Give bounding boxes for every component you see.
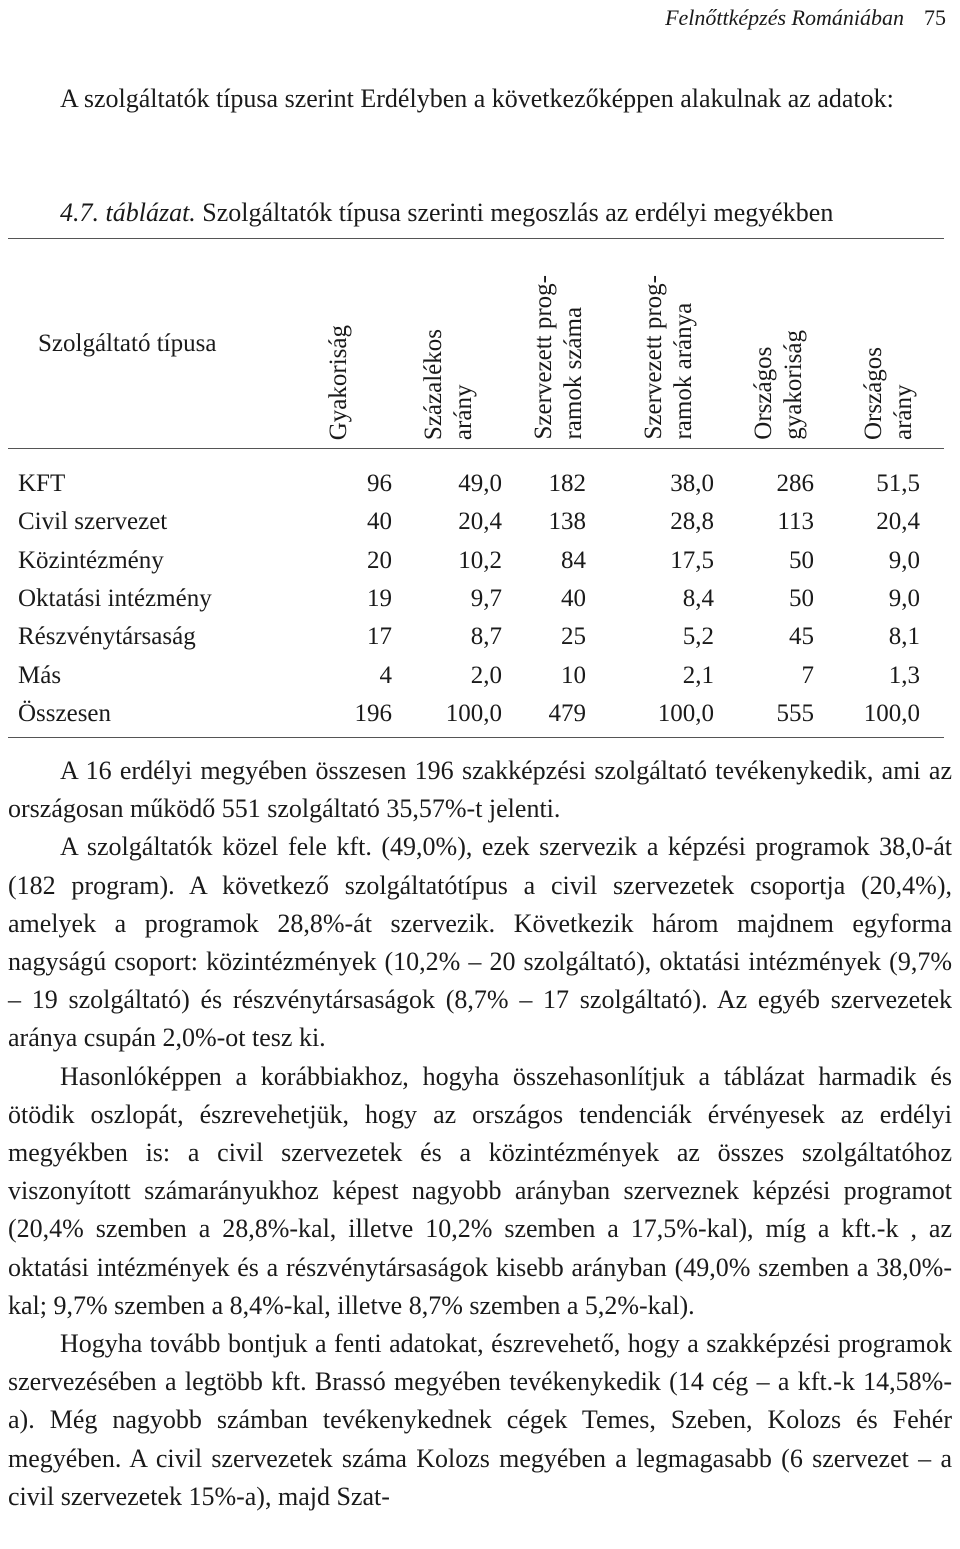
- intro-paragraph: [8, 80, 952, 118]
- cell-national-ratio: 9,0: [888, 585, 920, 613]
- row-label: Közintézmény: [18, 546, 164, 574]
- cell-programs-count: 25: [561, 623, 586, 651]
- table-row: [8, 449, 944, 504]
- table-caption-text: Szolgáltatók típusa szerinti megoszlás az erdélyi megyékben: [202, 198, 834, 227]
- row-label: Más: [18, 661, 62, 689]
- cell-programs-count: 10: [561, 661, 586, 689]
- table-row: [8, 542, 944, 580]
- cell-national-ratio: 51,5: [876, 470, 920, 498]
- header-programs-ratio: Szervezett prog- ramok aránya: [614, 239, 724, 449]
- page-number: 75: [924, 5, 946, 30]
- header-percentage: Százalékos arány: [394, 239, 504, 449]
- table-row: [8, 618, 944, 656]
- cell-frequency: 96: [367, 470, 392, 498]
- data-table: [8, 238, 944, 738]
- paragraph: Hogyha tovább bontjuk a fenti adatokat, észrevehető, hogy a szakképzési programok szervezésében a legtöbb kft. Brassó megyében tevékenykedik (14 cég – a kft.-k 14,58%-a). Még nagyobb számban tevékenykednek cégek Temes, Szeben, Kolozs és Fehér megyében. A civil szervezetek száma Kolozs megyében a legmagasabb (6 szervezet – a civil szervezetek 15%-a), majd Szat-: [8, 1329, 952, 1511]
- header-frequency: Gyakoriság: [284, 239, 394, 449]
- cell-programs-ratio: 28,8: [670, 508, 714, 536]
- cell-national-ratio: 20,4: [876, 508, 920, 536]
- table-row-total: [8, 695, 944, 738]
- cell-national-ratio: 100,0: [834, 695, 944, 738]
- cell-national-frequency: 50: [789, 585, 814, 613]
- cell-percentage: 9,7: [470, 585, 502, 613]
- cell-frequency: 20: [367, 546, 392, 574]
- cell-programs-ratio: 17,5: [670, 546, 714, 574]
- cell-national-frequency: 113: [777, 508, 814, 536]
- row-label: Részvénytársaság: [18, 623, 196, 651]
- data-table-container: [8, 238, 944, 738]
- header-national-frequency: Országos gyakoriság: [724, 239, 834, 449]
- row-label: Összesen: [8, 695, 284, 738]
- row-label: Civil szervezet: [18, 508, 168, 536]
- running-header: [665, 4, 946, 32]
- cell-programs-count: 84: [561, 546, 586, 574]
- cell-programs-ratio: 2,1: [682, 661, 714, 689]
- cell-programs-ratio: 8,4: [682, 585, 714, 613]
- running-title: Felnőttképzés Romániában: [665, 5, 904, 30]
- intro-text: A szolgáltatók típusa szerint Erdélyben a következőképpen alakulnak az adatok:: [60, 84, 894, 113]
- header-national-ratio: Országos arány: [834, 239, 944, 449]
- header-programs-count: Szervezett prog- ramok száma: [504, 239, 614, 449]
- cell-programs-count: 479: [504, 695, 614, 738]
- paragraph: A szolgáltatók közel fele kft. (49,0%), ezek szervezik a képzési programok 38,0-át (182 program). A következő szolgáltatótípus a civil szervezetek csoportja (20,4%), amelyek a programok 28,8%-át szervezik. Következik három majdnem egyforma nagyságú csoport: közintézmények (10,2% – 20 szolgáltató), oktatási intézmények (9,7% – 19 szolgáltató) és részvénytársaságok (8,7% – 17 szolgáltató). Az egyéb szervezetek aránya csupán 2,0%-ot tesz ki.: [8, 832, 952, 1053]
- cell-national-ratio: 9,0: [888, 546, 920, 574]
- cell-frequency: 40: [367, 508, 392, 536]
- row-label: Oktatási intézmény: [18, 585, 212, 613]
- table-row: [8, 503, 944, 541]
- table-caption-number: 4.7. táblázat.: [60, 198, 196, 227]
- table-caption: [8, 195, 952, 231]
- cell-frequency: 17: [367, 623, 392, 651]
- cell-programs-ratio: 38,0: [670, 470, 714, 498]
- table-header-row: [8, 239, 944, 449]
- cell-percentage: 8,7: [470, 623, 502, 651]
- cell-frequency: 4: [379, 661, 392, 689]
- cell-percentage: 100,0: [394, 695, 504, 738]
- row-label: KFT: [18, 470, 66, 498]
- header-provider-type: Szolgáltató típusa: [8, 239, 284, 449]
- cell-percentage: 49,0: [458, 470, 502, 498]
- cell-national-frequency: 45: [789, 623, 814, 651]
- table-row: [8, 580, 944, 618]
- cell-national-ratio: 1,3: [888, 661, 920, 689]
- cell-percentage: 10,2: [458, 546, 502, 574]
- cell-programs-ratio: 5,2: [682, 623, 714, 651]
- cell-frequency: 19: [367, 585, 392, 613]
- cell-programs-count: 182: [548, 470, 586, 498]
- paragraph: Hasonlóképpen a korábbiakhoz, hogyha összehasonlítjuk a táblázat harmadik és ötödik oszlopát, észrevehetjük, hogy az országos tendenciák érvényesek az erdélyi megyékben is: a civil szervezetek és a közintézmények az összes szolgáltatóhoz viszonyított számarányukhoz képest nagyobb arányban szerveznek képzési programot (20,4% szemben a 28,8%-kal, illetve 10,2% szemben a 17,5%-kal), míg a kft.-k , az oktatási intézmények és a részvénytársaságok kisebb arányban (49,0% szemben a 38,0%-kal; 9,7% szemben a 8,4%-kal, illetve 8,7% szemben a 5,2%-kal).: [8, 1061, 952, 1320]
- cell-national-frequency: 50: [789, 546, 814, 574]
- cell-programs-count: 40: [561, 585, 586, 613]
- table-row: [8, 656, 944, 694]
- cell-frequency: 196: [284, 695, 394, 738]
- paragraph: A 16 erdélyi megyében összesen 196 szakképzési szolgáltató tevékenykedik, ami az országosan működő 551 szolgáltató 35,57%-t jelenti.: [8, 756, 952, 824]
- cell-national-frequency: 555: [724, 695, 834, 738]
- cell-national-frequency: 7: [801, 661, 814, 689]
- cell-percentage: 20,4: [458, 508, 502, 536]
- cell-programs-count: 138: [548, 508, 586, 536]
- cell-programs-ratio: 100,0: [614, 695, 724, 738]
- cell-national-ratio: 8,1: [888, 623, 920, 651]
- cell-national-frequency: 286: [776, 470, 814, 498]
- cell-percentage: 2,0: [470, 661, 502, 689]
- body-text: [8, 752, 952, 1516]
